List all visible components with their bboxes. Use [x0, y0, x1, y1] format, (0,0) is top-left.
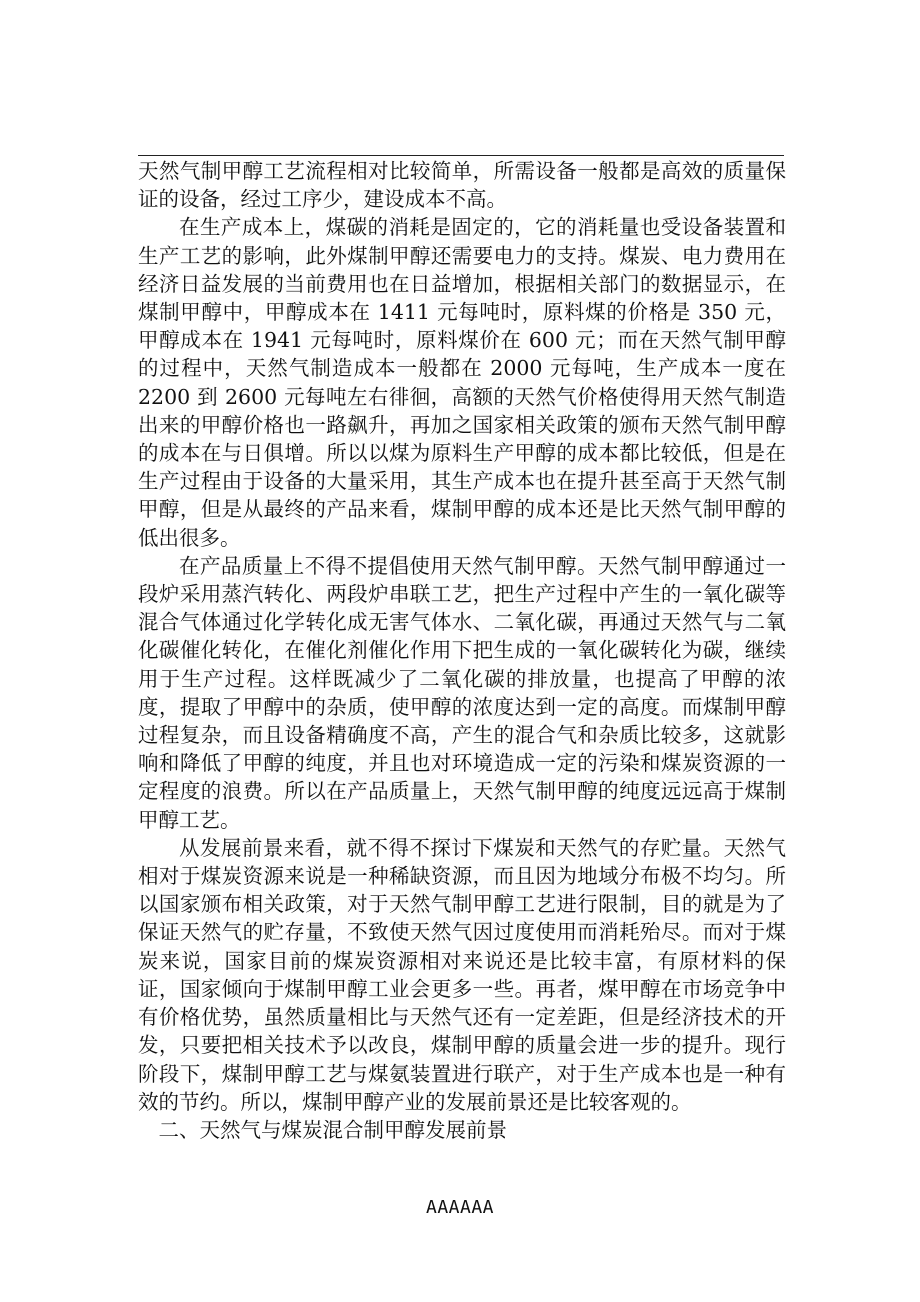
section-heading: 二、天然气与煤炭混合制甲醇发展前景	[158, 1117, 507, 1142]
document-body	[138, 157, 786, 1144]
paragraph-intro: 天然气制甲醇工艺流程相对比较简单，所需设备一般都是高效的质量保证的设备，经过工序少，建设成本不高。	[138, 159, 786, 212]
paragraph-development-prospect: 从发展前景来看，就不得不探讨下煤炭和天然气的存贮量。天然气相对于煤炭资源来说是一种稀缺资源，而且因为地域分布极不均匀。所以国家颁布相关政策，对于天然气制甲醇工艺进行限制，目的就是为了保证天然气的贮存量，不致使天然气因过度使用而消耗殆尽。而对于煤炭来说，国家目前的煤炭资源相对来说还是比较丰富，有原材料的保证，国家倾向于煤制甲醇工业会更多一些。再者，煤甲醇在市场竞争中有价格优势，虽然质量相比与天然气还有一定差距，但是经济技术的开发，只要把相关技术予以改良，煤制甲醇的质量会进一步的提升。现行阶段下，煤制甲醇工艺与煤氨装置进行联产，对于生产成本也是一种有效的节约。所以，煤制甲醇产业的发展前景还是比较客观的。	[138, 835, 786, 1114]
paragraph-production-cost: 在生产成本上，煤碳的消耗是固定的，它的消耗量也受设备装置和生产工艺的影响，此外煤制甲醇还需要电力的支持。煤炭、电力费用在经济日益发展的当前费用也在日益增加，根据相关部门的数据显示，在煤制甲醇中，甲醇成本在 1411 元每吨时，原料煤的价格是 350 元，甲醇成本在 1941 元每吨时，原料煤价在 600 元；而在天然气制甲醇的过程中，天然气制造成本一般都在 2000 元每吨，生产成本一度在 2200 到 2600 元每吨左右徘徊，高额的天然气价格使得用天然气制造出来的甲醇价格也一路飙升，再加之国家相关政策的颁布天然气制甲醇的成本在与日俱增。所以以煤为原料生产甲醇的成本都比较低，但是在生产过程由于设备的大量采用，其生产成本也在提升甚至高于天然气制甲醇，但是从最终的产品来看，煤制甲醇的成本还是比天然气制甲醇的低出很多。	[138, 215, 786, 550]
paragraph-product-quality: 在产品质量上不得不提倡使用天然气制甲醇。天然气制甲醇通过一段炉采用蒸汽转化、两段炉串联工艺，把生产过程中产生的一氧化碳等混合气体通过化学转化成无害气体水、二氧化碳，再通过天然气与二氧化碳催化转化，在催化剂催化作用下把生成的一氧化碳转化为碳，继续用于生产过程。这样既减少了二氧化碳的排放量，也提高了甲醇的浓度，提取了甲醇中的杂质，使甲醇的浓度达到一定的高度。而煤制甲醇过程复杂，而且设备精确度不高，产生的混合气和杂质比较多，这就影响和降低了甲醇的纯度，并且也对环境造成一定的污染和煤炭资源的一定程度的浪费。所以在产品质量上，天然气制甲醇的纯度远远高于煤制甲醇工艺。	[138, 553, 786, 832]
header-rule	[138, 155, 784, 156]
page-footer: AAAAAA	[425, 1197, 495, 1218]
